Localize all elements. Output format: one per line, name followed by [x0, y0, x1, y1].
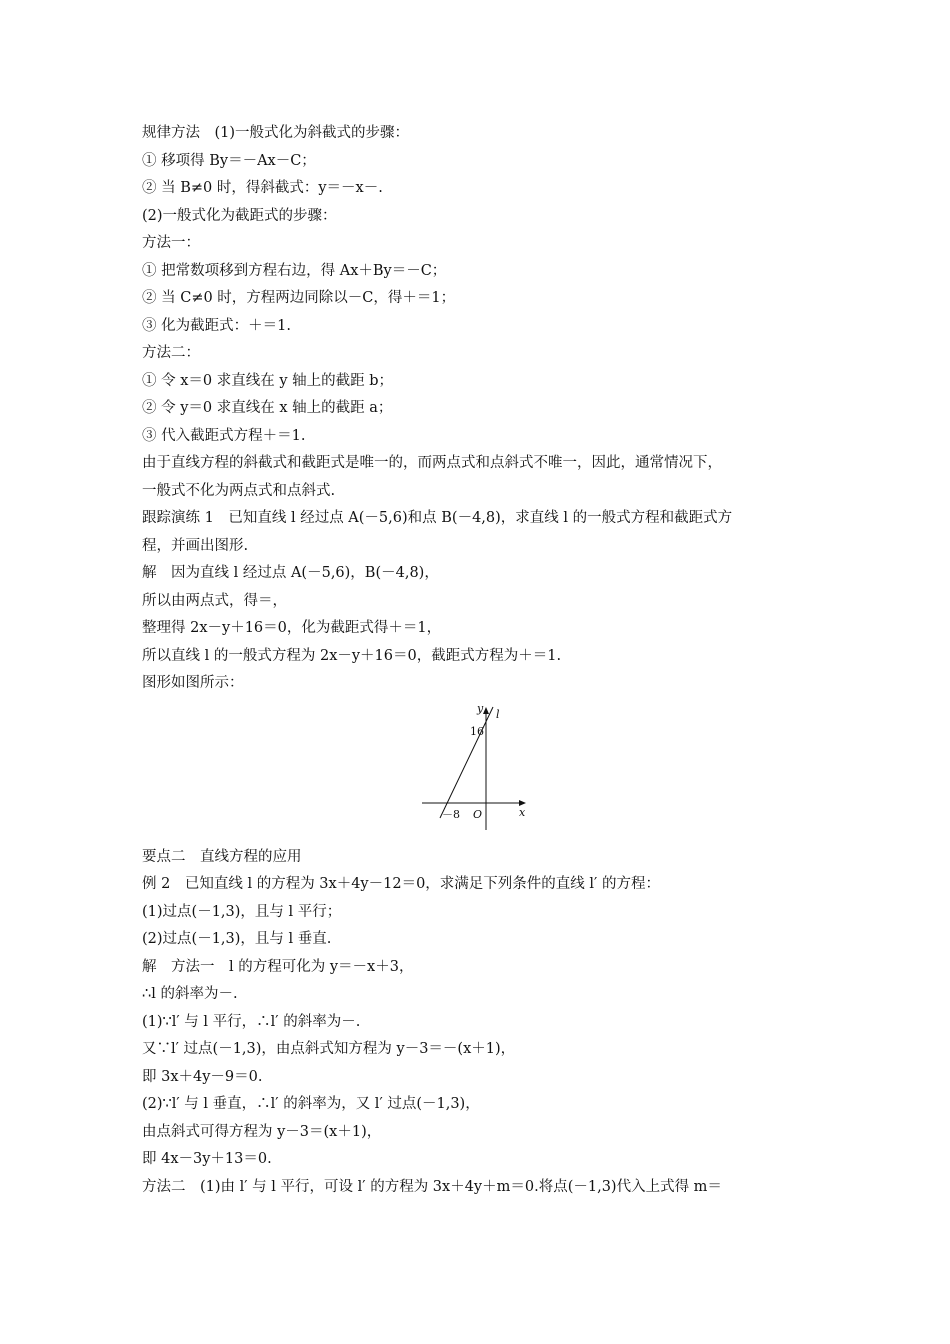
text-line: 即 3x＋4y－9＝0.: [142, 1068, 263, 1085]
line-l: [440, 707, 493, 818]
coordinate-diagram: [418, 702, 548, 836]
text-line: ∴l 的斜率为－.: [142, 986, 238, 1002]
text-line: 跟踪演练 1 已知直线 l 经过点 A(－5,6)和点 B(－4,8)，求直线 l 的一般式方程和截距式方: [142, 510, 733, 526]
y-axis-label: y: [477, 701, 484, 715]
text-line: 一般式不化为两点式和点斜式.: [142, 482, 336, 499]
text-line: 所以直线 l 的一般式方程为 2x－y＋16＝0，截距式方程为＋＝1.: [142, 647, 562, 664]
text-block-2: [142, 844, 822, 1202]
text-line: (2)一般式化为截距式的步骤：: [142, 207, 337, 224]
text-line: 解 方法一 l 的方程可化为 y＝－x＋3，: [142, 958, 414, 975]
origin-label: O: [473, 807, 483, 821]
text-line: ② 令 y＝0 求直线在 x 轴上的截距 a；: [142, 400, 393, 416]
text-line: ① 令 x＝0 求直线在 y 轴上的截距 b；: [142, 372, 394, 389]
text-line: 整理得 2x－y＋16＝0，化为截距式得＋＝1，: [142, 620, 442, 636]
y-intercept-label: 16: [470, 724, 484, 738]
x-axis-label: x: [519, 805, 526, 819]
text-line: 所以由两点式，得＝，: [142, 592, 287, 609]
text-line: 方法二：: [142, 345, 200, 361]
text-block-1: [142, 120, 822, 698]
y-axis-arrow-icon: [483, 707, 489, 714]
text-line: (1)过点(－1,3)，且与 l 平行；: [142, 903, 342, 920]
x-intercept-label: －8: [442, 807, 460, 821]
text-line: 由点斜式可得方程为 y－3＝(x＋1)，: [142, 1123, 382, 1140]
text-line: 程，并画出图形.: [142, 537, 249, 554]
text-line: ③ 代入截距式方程＋＝1.: [142, 427, 306, 444]
text-line: ① 移项得 By＝－Ax－C；: [142, 152, 316, 169]
text-line: ② 当 C≠0 时，方程两边同除以－C，得＋＝1；: [142, 290, 456, 306]
text-line: 例 2 已知直线 l 的方程为 3x＋4y－12＝0，求满足下列条件的直线 l′ 的方程：: [142, 876, 660, 892]
text-line: 又∵l′ 过点(－1,3)，由点斜式知方程为 y－3＝－(x＋1)，: [142, 1041, 516, 1057]
text-line: 方法二 (1)由 l′ 与 l 平行，可设 l′ 的方程为 3x＋4y＋m＝0.将点(－1,3)代入上式得 m＝: [142, 1178, 722, 1195]
line-graph-figure: [142, 702, 822, 840]
text-line: (2)∵l′ 与 l 垂直，∴l′ 的斜率为，又 l′ 过点(－1,3)，: [142, 1096, 480, 1112]
text-line: 规律方法 (1)一般式化为斜截式的步骤：: [142, 125, 410, 141]
text-line: 解 因为直线 l 经过点 A(－5,6)，B(－4,8)，: [142, 565, 439, 581]
text-line: ③ 化为截距式：＋＝1.: [142, 317, 291, 334]
text-line: 即 4x－3y＋13＝0.: [142, 1151, 272, 1167]
line-l-label: l: [496, 707, 500, 721]
section-heading: 要点二 直线方程的应用: [142, 848, 302, 865]
text-line: (2)过点(－1,3)，且与 l 垂直.: [142, 931, 332, 947]
text-line: (1)∵l′ 与 l 平行，∴l′ 的斜率为－.: [142, 1013, 361, 1030]
text-line: ② 当 B≠0 时，得斜截式：y＝－x－.: [142, 180, 383, 196]
text-line: 方法一：: [142, 235, 200, 251]
text-line: 由于直线方程的斜截式和截距式是唯一的，而两点式和点斜式不唯一，因此，通常情况下，: [142, 455, 722, 471]
text-line: 图形如图所示：: [142, 675, 244, 691]
document-page: [142, 120, 822, 1201]
text-line: ① 把常数项移到方程右边，得 Ax＋By＝－C；: [142, 262, 447, 279]
